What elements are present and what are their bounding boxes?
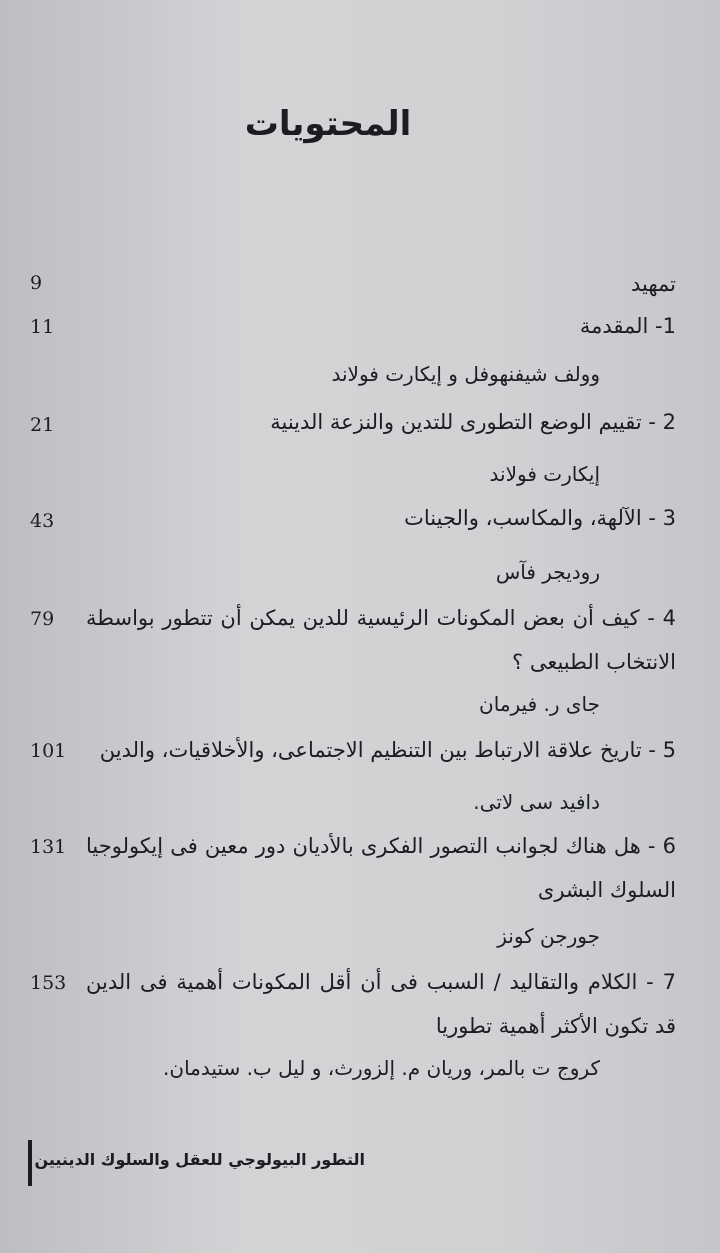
toc-entry-title: 6 - هل هناك لجوانب التصور الفكرى بالأديان دور معين فى إيكولوجيا السلوك البشرى: [86, 834, 676, 902]
toc-entry-author: جورجن كونز: [497, 924, 600, 948]
toc-entry-author: دافيد سى لاتى.: [473, 790, 600, 814]
toc-entry-page: 9: [30, 272, 43, 294]
toc-entry-author: كروج ت بالمر، وريان م. إلزورث، و ليل ب. ستيدمان.: [163, 1056, 600, 1080]
toc-entry-author: وولف شيفنهوفل و إيكارت فولاند: [331, 362, 600, 386]
toc-entry-title: 7 - الكلام والتقاليد / السبب فى أن أقل المكونات أهمية فى الدين قد تكون الأكثر أهمية تطوريا: [86, 970, 676, 1038]
toc-entry-page: 131: [30, 836, 67, 858]
running-footer: التطور البيولوجي للعقل والسلوك الدينيين: [34, 1150, 365, 1169]
toc-entry-page: 43: [30, 510, 55, 532]
toc-entry-title: 3 - الآلهة، والمكاسب، والجينات: [404, 506, 676, 530]
toc-entry-page: 21: [30, 414, 55, 436]
toc-entry-author: إيكارت فولاند: [489, 462, 600, 486]
page-title: المحتويات: [244, 104, 412, 144]
toc-entry-title: 4 - كيف أن بعض المكونات الرئيسية للدين يمكن أن تتطور بواسطة الانتخاب الطبيعى ؟: [86, 606, 676, 674]
toc-entry-page: 11: [30, 316, 55, 338]
toc-entry-author: جاى ر. فيرمان: [479, 692, 600, 716]
toc-entry-author: روديجر فآس: [495, 560, 600, 584]
footer-divider: [28, 1140, 32, 1186]
toc-entry-title: 2 - تقييم الوضع التطورى للتدين والنزعة الدينية: [270, 410, 676, 434]
toc-entry-title: 5 - تاريخ علاقة الارتباط بين التنظيم الاجتماعى، والأخلاقيات، والدين: [99, 738, 676, 762]
toc-entry-title: 1- المقدمة: [579, 314, 676, 338]
toc-entry-page: 153: [30, 972, 67, 994]
toc-entry-page: 101: [30, 740, 67, 762]
toc-entry-title: تمهيد: [630, 272, 676, 296]
toc-entry-page: 79: [30, 608, 55, 630]
